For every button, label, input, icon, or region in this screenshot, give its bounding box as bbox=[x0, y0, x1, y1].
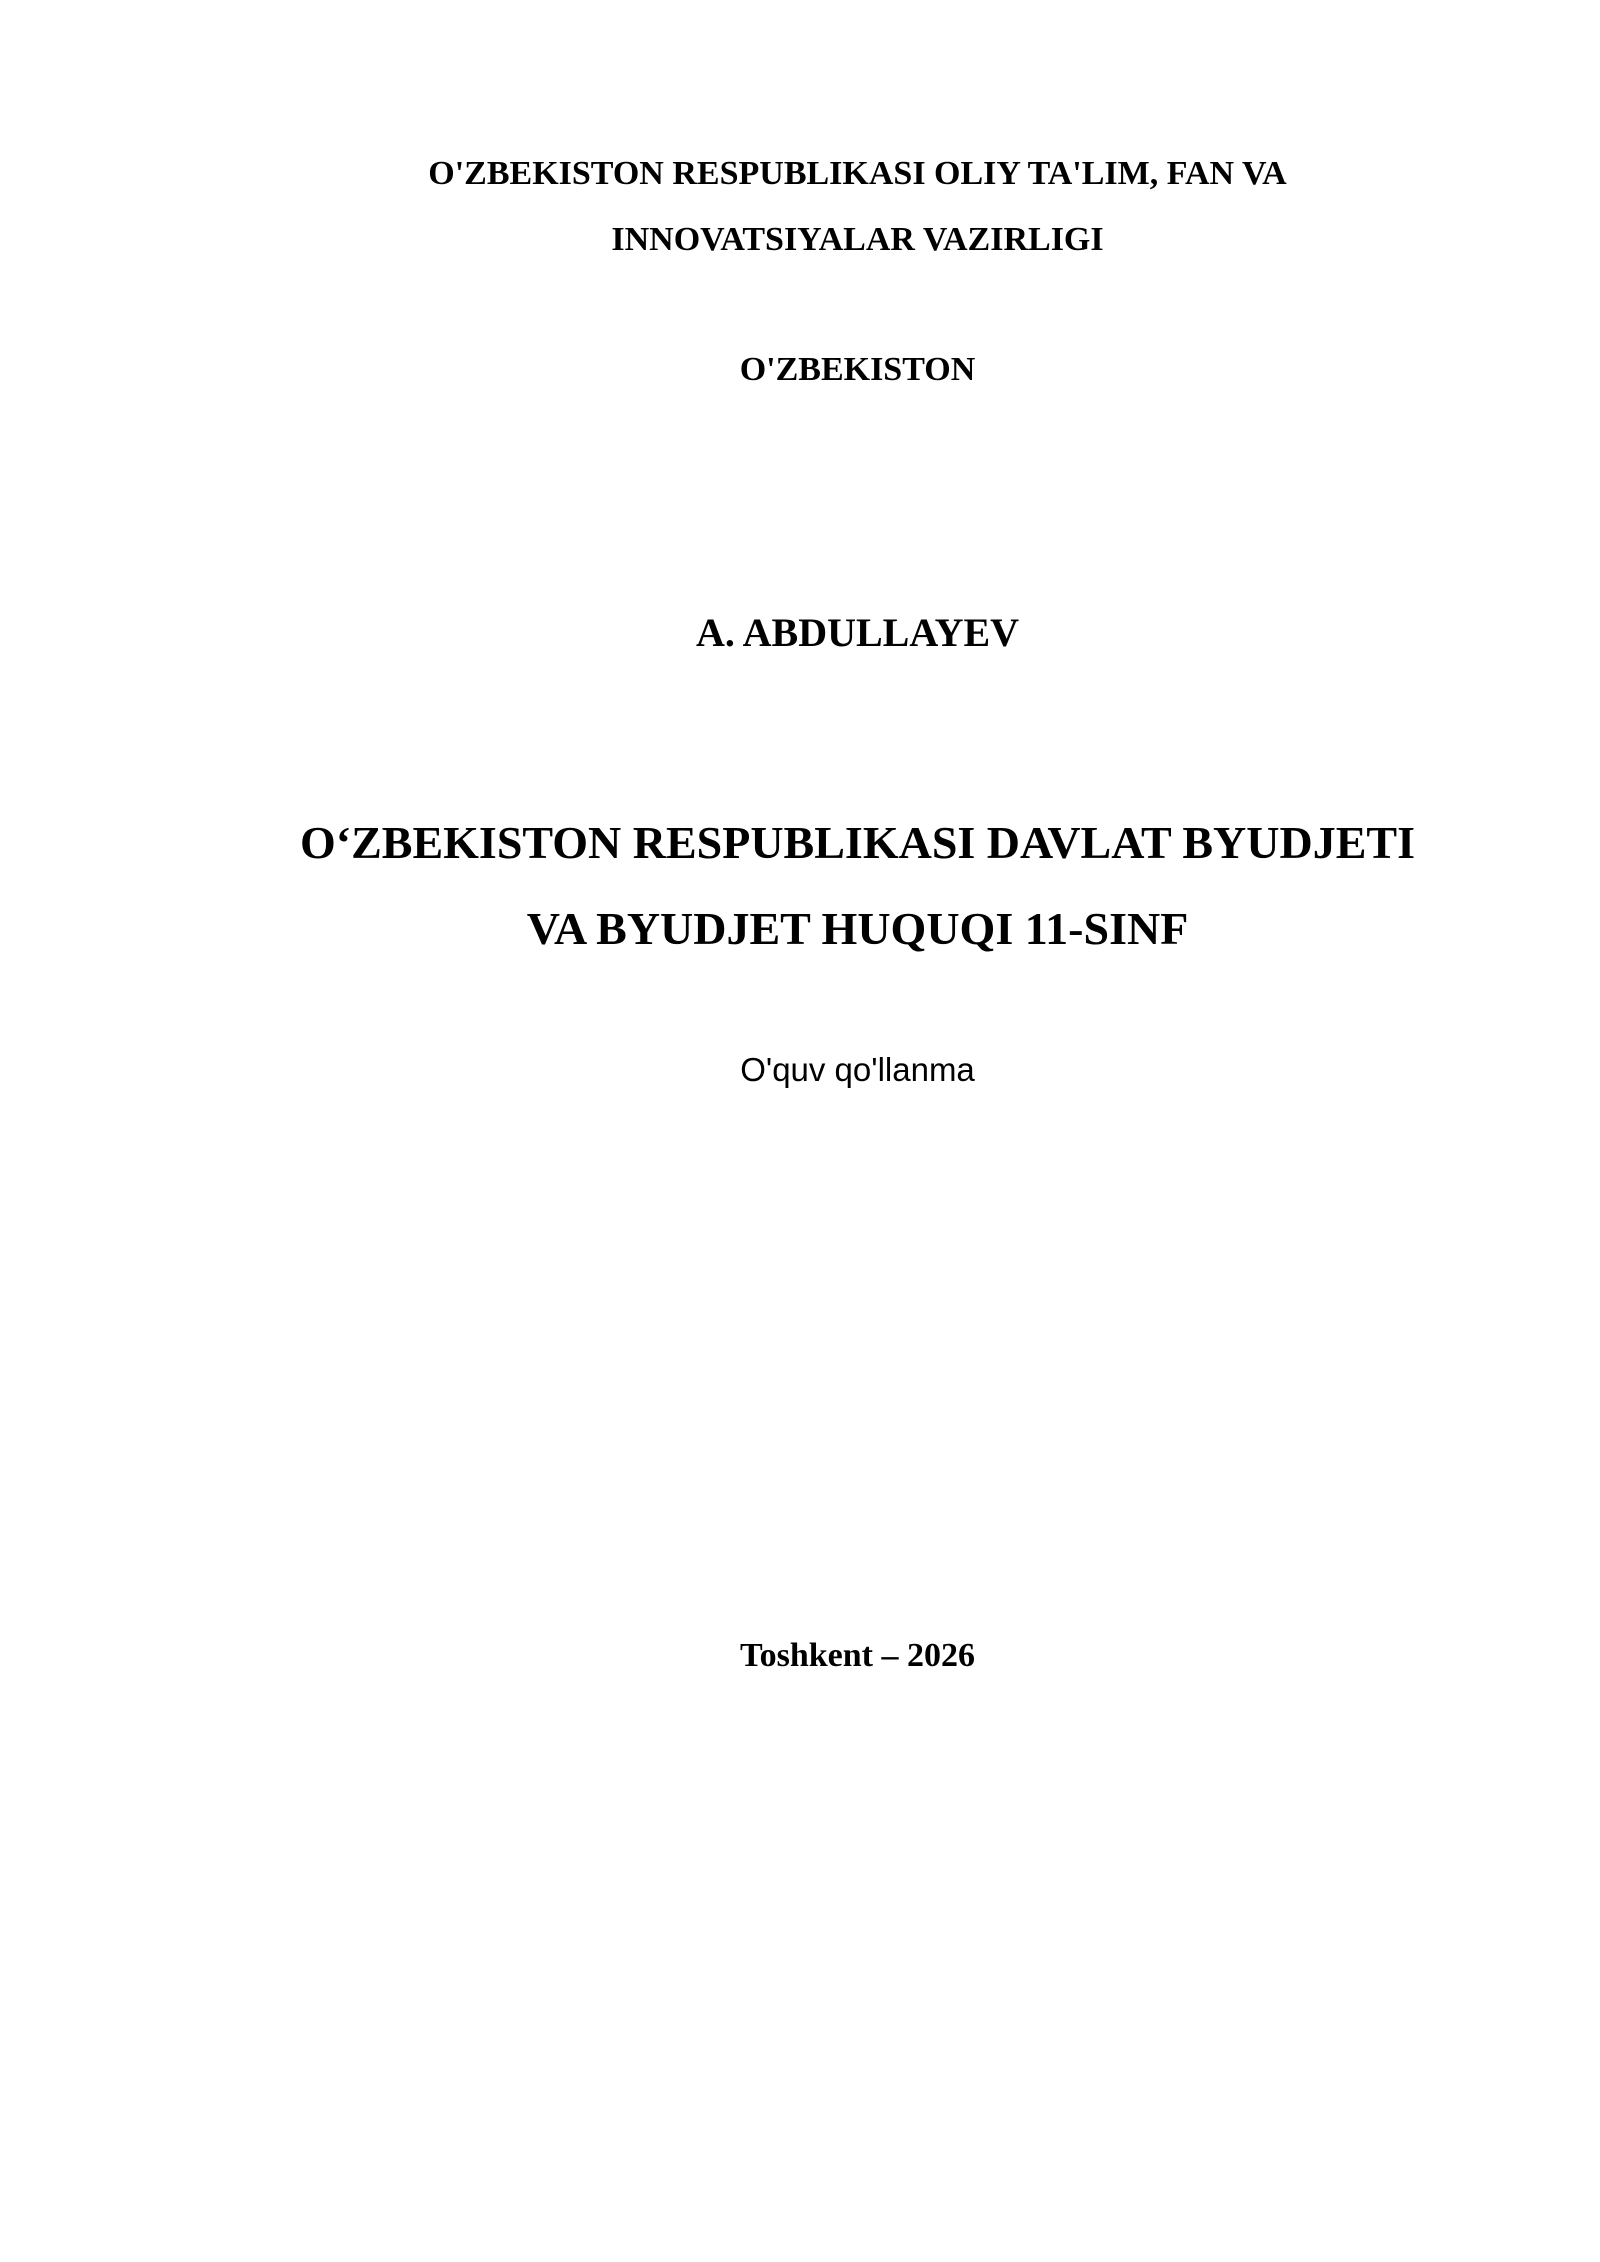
document-title-line-2: VA BYUDJET HUQUQI 11-SINF bbox=[526, 903, 1189, 954]
author-name: A. ABDULLAYEV bbox=[695, 610, 1020, 655]
organization-name: O'ZBEKISTON bbox=[739, 351, 976, 388]
document-subtitle: O'quv qo'llanma bbox=[740, 1051, 975, 1088]
place-and-year: Toshkent – 2026 bbox=[740, 1637, 975, 1674]
ministry-name-line-2: INNOVATSIYALAR VAZIRLIGI bbox=[611, 221, 1104, 258]
document-title-line-1: O‘ZBEKISTON RESPUBLIKASI DAVLAT BYUDJETI bbox=[300, 817, 1415, 868]
ministry-name-line-1: O'ZBEKISTON RESPUBLIKASI OLIY TA'LIM, FAN VA bbox=[428, 155, 1287, 192]
